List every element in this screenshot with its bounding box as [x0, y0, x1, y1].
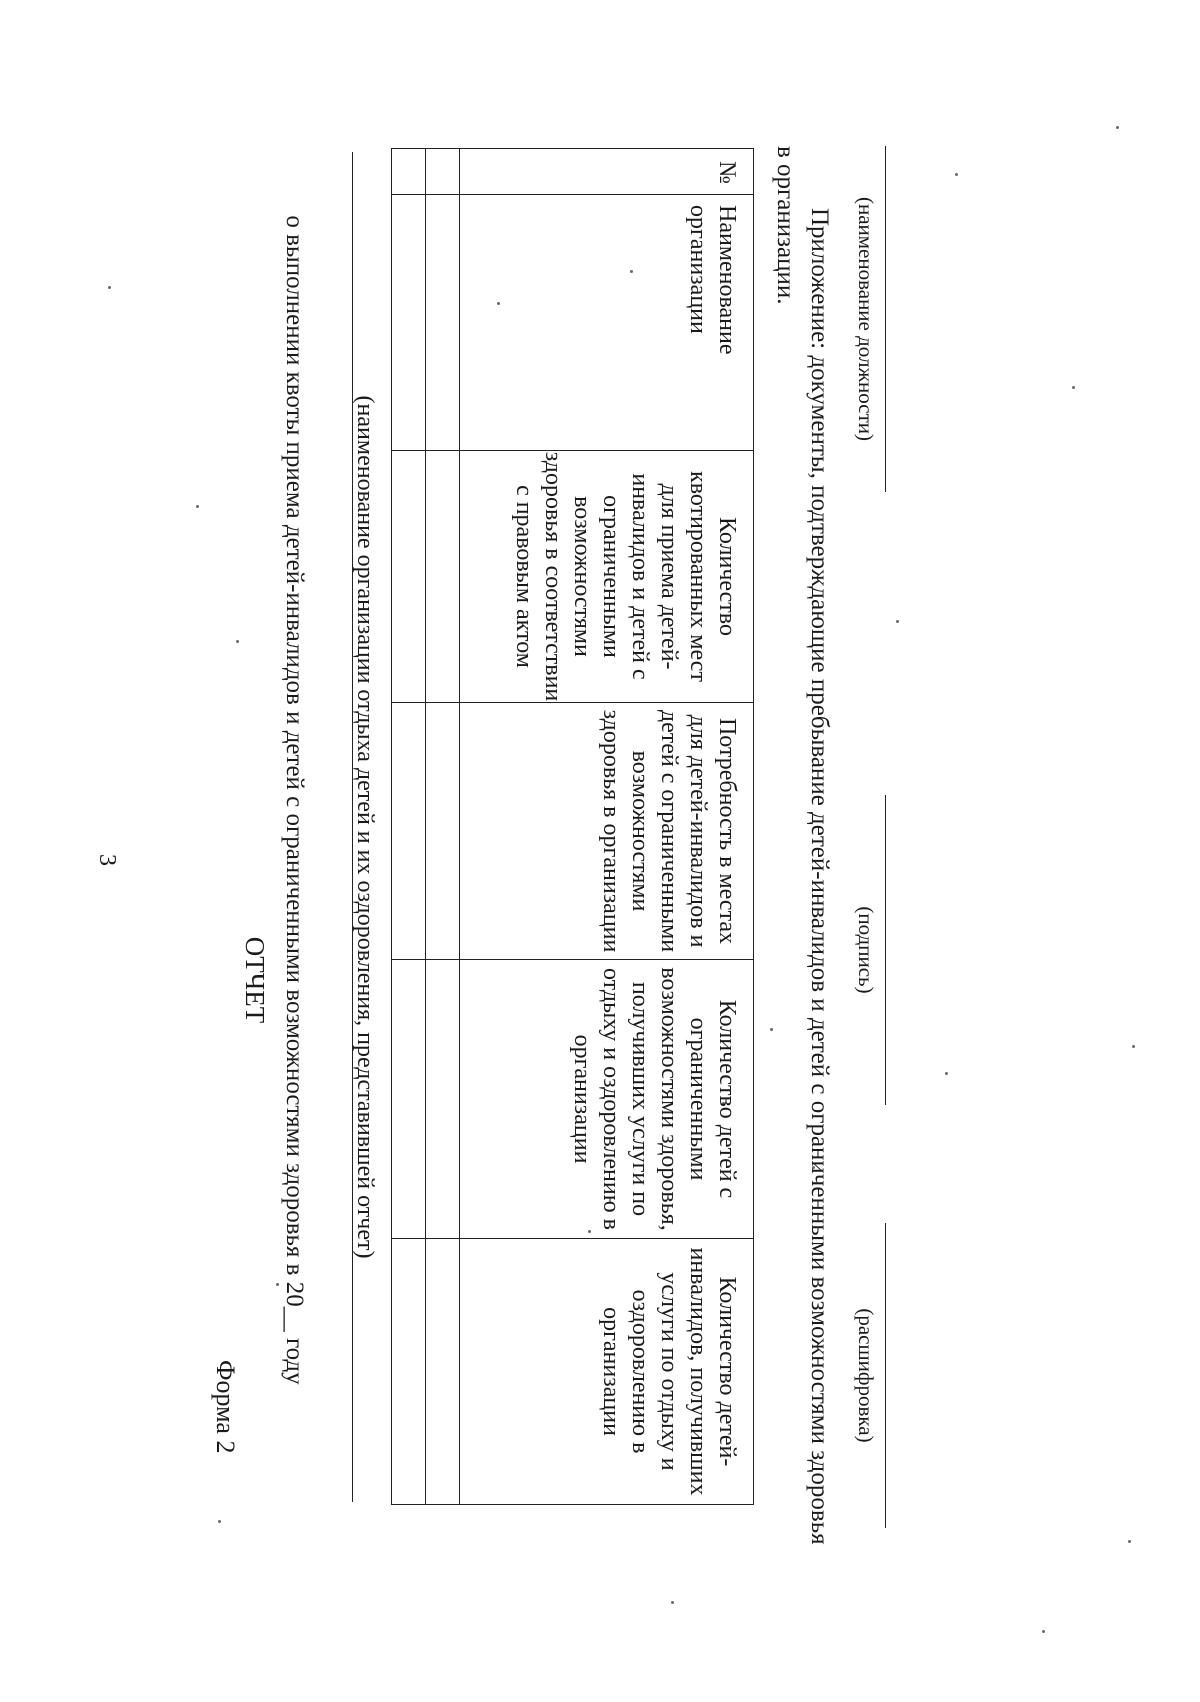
table-cell [392, 195, 426, 451]
table-cell [392, 703, 426, 960]
position-caption: (наименование должности) [854, 196, 878, 442]
report-subtitle: о выполнении квоты приема детей-инвалидов и детей с ограниченными возможностями здоровья в 20__ году [281, 215, 308, 1385]
table-cell [425, 451, 459, 703]
header-places-need: Потребность в местах для детей-инвалидов и детей с ограниченными возможностями здоровья в организации [459, 703, 753, 960]
table-cell [425, 960, 459, 1239]
header-number: № [459, 149, 753, 195]
table-cell [392, 451, 426, 703]
table-cell [392, 149, 426, 195]
table-header-row [459, 149, 753, 1505]
header-disabled-children-served: Количество детей-инвалидов, получивших услуги по отдыху и оздоровлению в организации [459, 1239, 753, 1505]
name-decoding-caption: (расшифровка) [854, 1308, 878, 1443]
signature-line [885, 795, 886, 1105]
table-row [425, 149, 459, 1505]
header-organization-name: Наименование организации [459, 195, 753, 451]
signature-caption: (подпись) [854, 906, 878, 994]
table-cell [392, 960, 426, 1239]
header-children-disabilities-served: Количество детей с ограниченными возможностями здоровья, получивших услуги по отдыху и оздоровлению в организации [459, 960, 753, 1239]
organization-name-caption: (наименование организации отдыха детей и их оздоровления, представившей отчет) [352, 395, 378, 1259]
header-quota-places: Количество квотированных мест для приема детей-инвалидов и детей с ограниченными возможностями здоровья в соответствии с правовым актом [459, 451, 753, 703]
table-row [392, 149, 426, 1505]
report-table [391, 148, 754, 1505]
table-cell [425, 1239, 459, 1505]
table-cell [425, 149, 459, 195]
table-cell [425, 703, 459, 960]
table-cell [425, 195, 459, 451]
form-label: Форма 2 [211, 1360, 240, 1454]
table-cell [392, 1239, 426, 1505]
page-number: 3 [94, 854, 120, 866]
position-signature-line [885, 146, 886, 492]
report-title: ОТЧЕТ [240, 936, 270, 1024]
appendix-note: Приложение: документы, подтверждающие пребывание детей-инвалидов и детей с ограниченными возможностями здоровья в организации. [772, 146, 833, 1545]
name-decoding-line [885, 1223, 886, 1528]
